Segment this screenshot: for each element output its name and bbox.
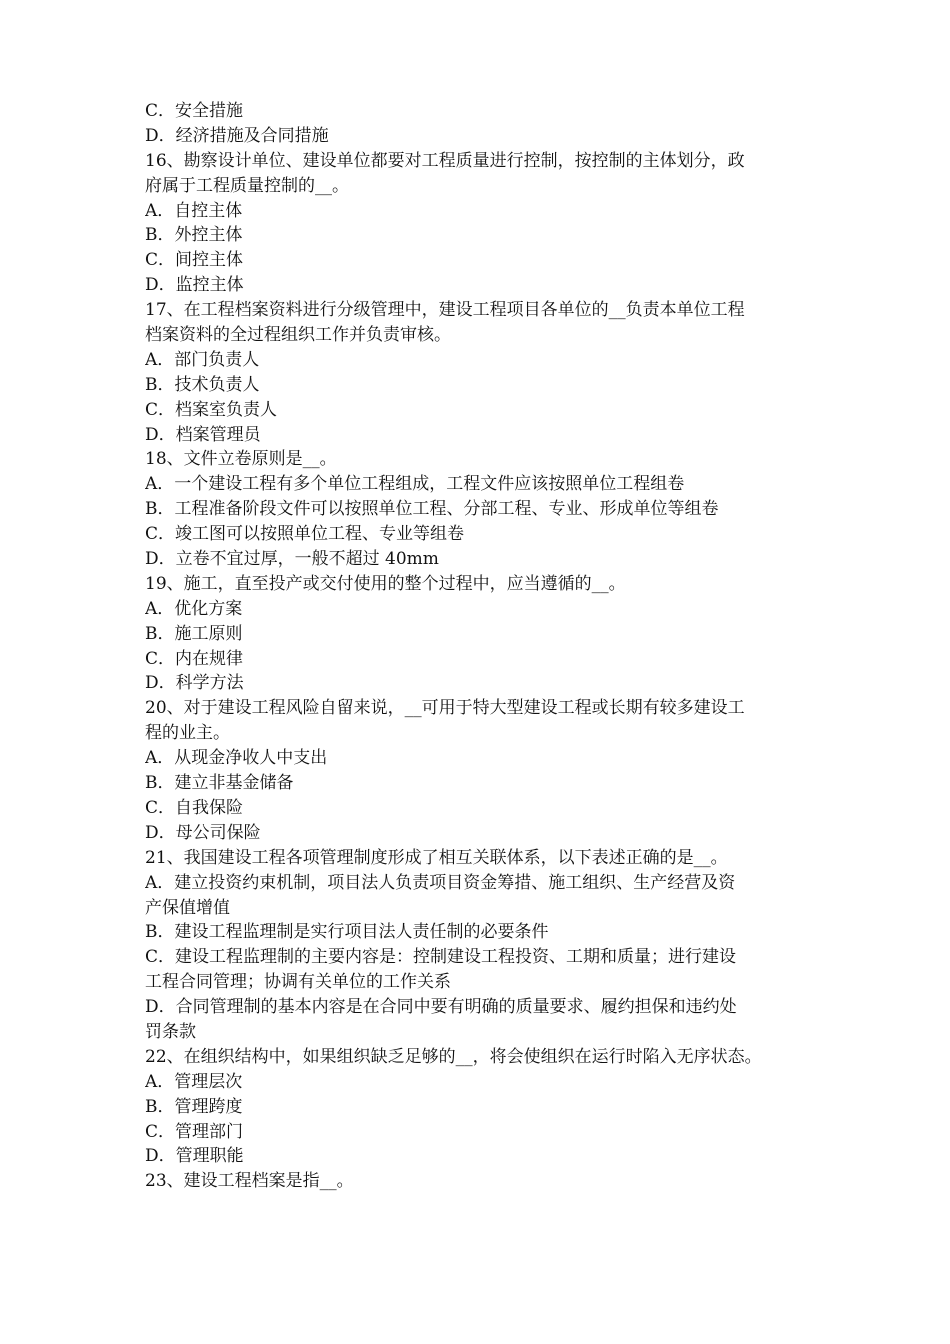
- option-text-line: A．部门负责人: [145, 349, 260, 370]
- answer-option: [145, 1120, 817, 1145]
- answer-option: [145, 199, 817, 224]
- question-text-line: 档案资料的全过程组织工作并负责审核。: [145, 325, 451, 346]
- option-text-line: B．工程准备阶段文件可以按照单位工程、分部工程、专业、形成单位等组卷: [145, 499, 719, 520]
- option-text-line: C．竣工图可以按照单位工程、专业等组卷: [145, 524, 465, 545]
- option-text-line: 工程合同管理；协调有关单位的工作关系: [145, 972, 451, 993]
- option-text-line: C．档案室负责人: [145, 399, 278, 420]
- answer-option: [145, 273, 817, 298]
- question-stem: [145, 149, 817, 199]
- answer-option: [145, 821, 817, 846]
- answer-option: [145, 920, 817, 945]
- option-text-line: B．外控主体: [145, 225, 243, 246]
- answer-option: [145, 871, 817, 921]
- answer-option: [145, 995, 817, 1045]
- option-text-line: D．监控主体: [145, 275, 244, 296]
- answer-option: [145, 373, 817, 398]
- option-text-line: A．优化方案: [145, 598, 243, 619]
- answer-option: [145, 1095, 817, 1120]
- answer-option: [145, 771, 817, 796]
- option-text-line: C．安全措施: [145, 101, 244, 121]
- question-stem: [145, 696, 817, 746]
- answer-option: [145, 647, 817, 672]
- option-text-line: A．从现金净收人中支出: [145, 748, 328, 769]
- answer-option: [145, 1144, 817, 1169]
- option-text-line: A．建立投资约束机制，项目法人负责项目资金筹措、施工组织、生产经营及资: [145, 872, 736, 893]
- document-page: [145, 99, 817, 1194]
- question-text-line: 府属于工程质量控制的__。: [145, 175, 349, 196]
- option-text-line: D．经济措施及合同措施: [145, 125, 329, 146]
- answer-option: [145, 597, 817, 622]
- answer-option: [145, 796, 817, 821]
- question-text-line: 程的业主。: [145, 723, 230, 744]
- answer-option: [145, 472, 817, 497]
- question-text-line: 21、我国建设工程各项管理制度形成了相互关联体系，以下表述正确的是__。: [145, 847, 728, 868]
- option-text-line: 罚条款: [145, 1021, 196, 1042]
- answer-option: [145, 248, 817, 273]
- option-text-line: B．建立非基金储备: [145, 773, 294, 794]
- option-text-line: D．母公司保险: [145, 822, 261, 843]
- option-text-line: 产保值增值: [145, 897, 230, 918]
- answer-option: [145, 99, 817, 124]
- answer-option: [145, 522, 817, 547]
- answer-option: [145, 497, 817, 522]
- answer-option: [145, 671, 817, 696]
- question-text-line: 20、对于建设工程风险自留来说，__可用于特大型建设工程或长期有较多建设工: [145, 698, 745, 719]
- option-text-line: C．管理部门: [145, 1121, 244, 1142]
- question-stem: [145, 447, 817, 472]
- answer-option: [145, 1070, 817, 1095]
- answer-option: [145, 124, 817, 149]
- question-stem: [145, 1045, 817, 1070]
- option-text-line: D．科学方法: [145, 673, 244, 694]
- answer-option: [145, 398, 817, 423]
- option-text-line: A．自控主体: [145, 200, 243, 221]
- answer-option: [145, 746, 817, 771]
- answer-option: [145, 622, 817, 647]
- answer-option: [145, 348, 817, 373]
- question-text-line: 17、在工程档案资料进行分级管理中，建设工程项目各单位的__负责本单位工程: [145, 300, 745, 321]
- answer-option: [145, 945, 817, 995]
- option-text-line: D．合同管理制的基本内容是在合同中要有明确的质量要求、履约担保和违约处: [145, 997, 737, 1018]
- option-text-line: B．施工原则: [145, 623, 243, 644]
- question-text-line: 18、文件立卷原则是__。: [145, 449, 337, 470]
- question-text-line: 23、建设工程档案是指__。: [145, 1171, 354, 1192]
- option-text-line: B．管理跨度: [145, 1096, 243, 1117]
- option-text-line: D．立卷不宜过厚，一般不超过 40mm: [145, 549, 439, 570]
- question-text-line: 22、在组织结构中，如果组织缺乏足够的__，将会使组织在运行时陷入无序状态。: [145, 1046, 762, 1067]
- option-text-line: C．内在规律: [145, 648, 244, 669]
- option-text-line: D．管理职能: [145, 1146, 244, 1167]
- answer-option: [145, 547, 817, 572]
- answer-option: [145, 423, 817, 448]
- option-text-line: A．管理层次: [145, 1071, 243, 1092]
- answer-option: [145, 223, 817, 248]
- option-text-line: C．自我保险: [145, 797, 244, 818]
- question-stem: [145, 1169, 817, 1194]
- question-stem: [145, 572, 817, 597]
- question-text-line: 19、施工，直至投产或交付使用的整个过程中，应当遵循的__。: [145, 573, 626, 594]
- option-text-line: A．一个建设工程有多个单位工程组成，工程文件应该按照单位工程组卷: [145, 474, 685, 495]
- option-text-line: D．档案管理员: [145, 424, 261, 445]
- option-text-line: B．技术负责人: [145, 374, 260, 395]
- option-text-line: B．建设工程监理制是实行项目法人责任制的必要条件: [145, 922, 549, 943]
- option-text-line: C．建设工程监理制的主要内容是：控制建设工程投资、工期和质量；进行建设: [145, 947, 737, 968]
- question-text-line: 16、勘察设计单位、建设单位都要对工程质量进行控制，按控制的主体划分，政: [145, 150, 745, 171]
- question-stem: [145, 298, 817, 348]
- question-stem: [145, 846, 817, 871]
- option-text-line: C．间控主体: [145, 250, 244, 271]
